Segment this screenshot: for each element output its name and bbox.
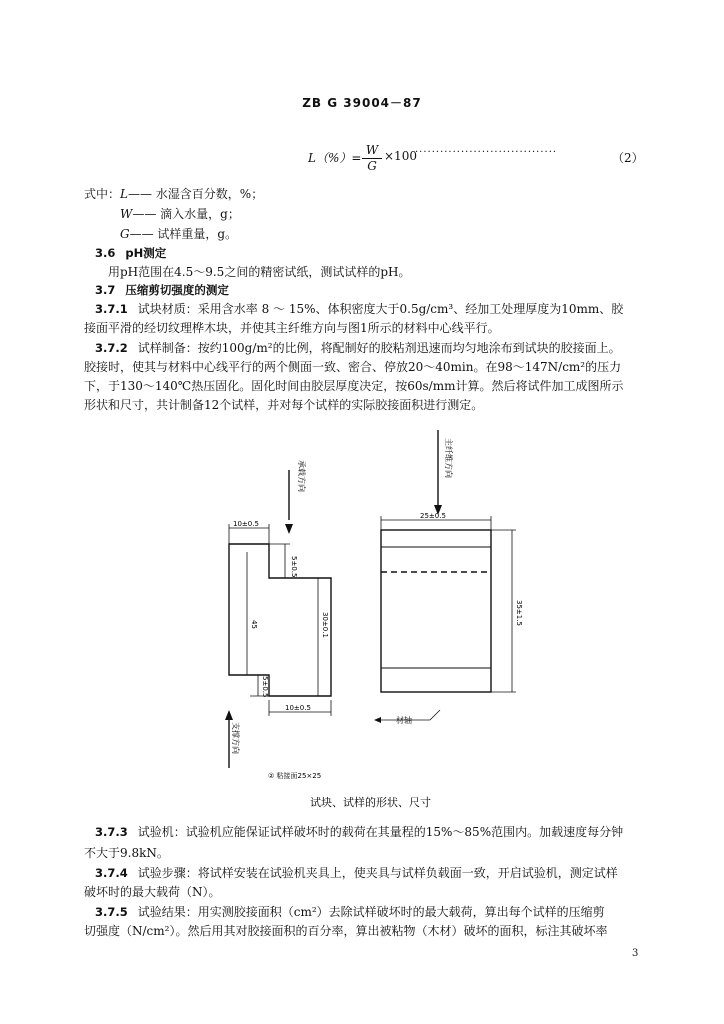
section-3-7-3-line-2: 不大于9.8kN。 [84, 846, 169, 860]
standard-number-header: ZB G 39004－87 [302, 96, 422, 110]
section-3-7-heading [95, 280, 229, 300]
legend-g-symbol: G [120, 227, 130, 241]
section-number: 3.7.3 [95, 825, 128, 839]
legend-line-g [120, 224, 237, 244]
section-number: 3.7 [95, 283, 116, 297]
left-specimen-outline [229, 544, 331, 696]
section-3-7-5-line-2: 切强度（N/cm²）。然后用其对胶接面积的百分率，算出被粘物（木材）破坏的面积，标注其破坏率 [84, 924, 608, 938]
legend-w-text: —— 滴入水量，g； [132, 207, 240, 221]
formula-rhs: ×100 [384, 149, 417, 163]
section-number: 3.7.4 [95, 866, 128, 880]
legend-l-symbol: L [120, 187, 128, 201]
section-title: pH测定 [125, 246, 167, 260]
section-number: 3.7.2 [95, 341, 128, 355]
label-fiber-direction: 主纤维方向 [444, 438, 453, 478]
label-dim-bottom-notch: 5±0.5 [261, 676, 269, 698]
legend-intro: 式中： [84, 187, 121, 201]
legend-g-text: —— 试样重量，g。 [129, 227, 238, 241]
support-arrow-head [225, 710, 233, 720]
specimen-figure [0, 420, 724, 810]
section-title: 压缩剪切强度的测定 [125, 283, 229, 297]
page-number: 3 [632, 948, 639, 959]
legend-line-w [120, 204, 240, 224]
section-3-7-2-line-4: 形状和尺寸，共计制备12个试样，并对每个试样的实际胶接面积进行测定。 [84, 398, 484, 412]
label-dim-notch: 5±0.5 [290, 556, 298, 578]
section-3-7-4-line-2: 破坏时的最大载荷（N）。 [84, 885, 221, 899]
section-number: 3.7.1 [95, 302, 128, 316]
label-dim-left-height: 45 [250, 620, 258, 629]
section-3-7-2-line-2: 胶接时，使其与材料中心线平行的两个侧面一致、密合、停放20～40min。在98～147N/cm²的压力 [84, 360, 622, 374]
figure-note: ② 粘接面25×25 [268, 772, 322, 780]
section-3-6-heading [95, 243, 166, 263]
formula-leader-dots: ·································· [415, 147, 558, 158]
formula-2 [300, 143, 660, 179]
formula-fraction [362, 143, 382, 173]
section-3-7-2-line-1 [95, 338, 621, 358]
paragraph-text: 试验结果：用实测胶接面积（cm²）去除试样破坏时的最大载荷，算出每个试样的压缩剪 [137, 905, 605, 919]
figure-caption: 试块、试样的形状、尺寸 [310, 796, 431, 809]
section-3-7-4-line-1 [95, 863, 618, 883]
label-load-direction: 承载方向 [297, 460, 306, 492]
label-support-direction: 支撑方向 [231, 722, 240, 754]
load-arrow-head [285, 524, 293, 534]
label-dim-right-top: 25±0.5 [420, 512, 446, 520]
paragraph-text: 试验机：试验机应能保证试样破坏时的载荷在其量程的15%～85%范围内。加载速度每分钟 [137, 825, 624, 839]
paragraph-text: 试验步骤：将试样安装在试验机夹具上，使夹具与试样负载面一致，开启试验机，测定试样 [137, 866, 618, 880]
section-3-7-1-line-2: 接面平滑的经切纹理桦木块，并使其主纤维方向与图1所示的材料中心线平行。 [84, 321, 500, 335]
label-dim-bottom-width: 10±0.5 [285, 704, 311, 712]
legend-l-text: —— 水湿含百分数，%； [127, 187, 264, 201]
section-number: 3.7.5 [95, 905, 128, 919]
label-dim-right-height: 35±1.5 [515, 600, 523, 626]
axis-arrow-head [374, 717, 381, 723]
label-dim-inner-height: 30±0.1 [321, 612, 329, 638]
formula-denominator: G [367, 159, 377, 173]
section-3-7-3-line-1 [95, 822, 623, 842]
section-3-6-body: 用pH范围在4.5～9.5之间的精密试纸，测试试样的pH。 [108, 265, 411, 279]
section-number: 3.6 [95, 246, 116, 260]
paragraph-text: 试块材质：采用含水率 8 ～ 15%、体积密度大于0.5g/cm³、经加工处理厚度为10mm、胶 [137, 302, 624, 316]
section-3-7-2-line-3: 下，于130～140℃热压固化。固化时间由胶层厚度决定，按60s/mm计算。然后将试件加工成图所示 [84, 379, 624, 393]
section-3-7-5-line-1 [95, 902, 605, 922]
label-dim-top-left: 10±0.5 [233, 520, 259, 528]
label-material-axis: 材轴 [396, 716, 412, 725]
legend-line-l [84, 184, 263, 204]
legend-w-symbol: W [120, 207, 133, 221]
formula-lhs: L（%）= [308, 151, 362, 165]
formula-equation-number: （2） [612, 151, 644, 165]
formula-numerator: W [362, 143, 382, 159]
section-3-7-1-line-1 [95, 299, 623, 319]
paragraph-text: 试样制备：按约100g/m²的比例，将配制好的胶粘剂迅速而均匀地涂布到试块的胶接面上。 [137, 341, 621, 355]
